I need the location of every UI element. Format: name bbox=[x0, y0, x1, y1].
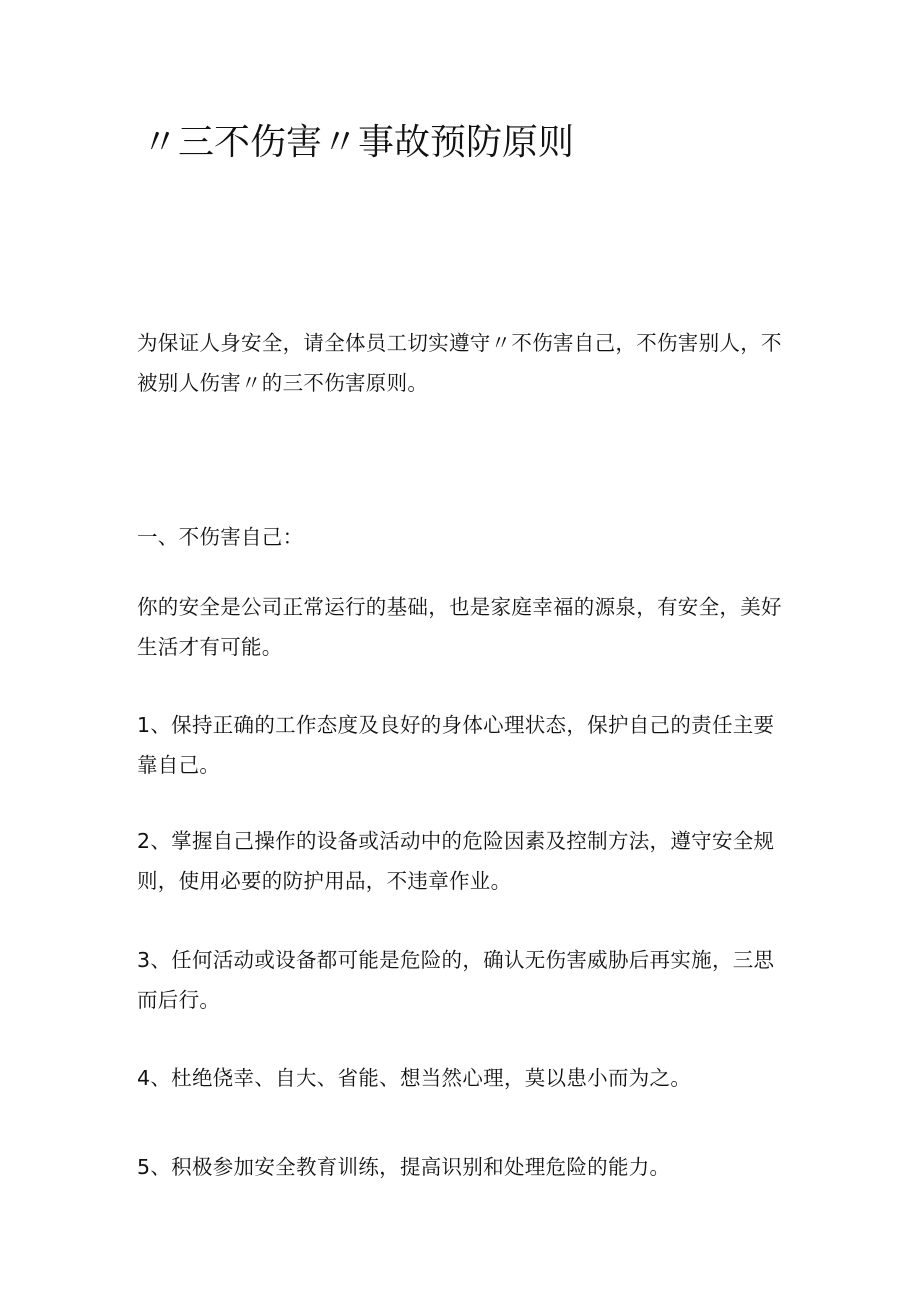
list-item: 3、任何活动或设备都可能是危险的，确认无伤害威胁后再实施，三思而后行。 bbox=[137, 948, 775, 1012]
intro-paragraph: 为保证人身安全，请全体员工切实遵守〃不伤害自己，不伤害别人，不被别人伤害〃的三不伤害原则。 bbox=[137, 331, 782, 395]
section-lead-paragraph: 你的安全是公司正常运行的基础，也是家庭幸福的源泉，有安全，美好生活才有可能。 bbox=[137, 595, 782, 659]
list-item: 5、积极参加安全教育训练，提高识别和处理危险的能力。 bbox=[137, 1155, 671, 1179]
list-item: 2、掌握自己操作的设备或活动中的危险因素及控制方法，遵守安全规则，使用必要的防护用品，不违章作业。 bbox=[137, 829, 775, 893]
document-title: 〃三不伤害〃事故预防原则 bbox=[142, 122, 575, 163]
list-item: 4、杜绝侥幸、自大、省能、想当然心理，莫以患小而为之。 bbox=[137, 1066, 692, 1090]
list-item: 1、保持正确的工作态度及良好的身体心理状态，保护自己的责任主要靠自己。 bbox=[137, 713, 775, 777]
section-heading: 一、不伤害自己： bbox=[137, 525, 304, 549]
